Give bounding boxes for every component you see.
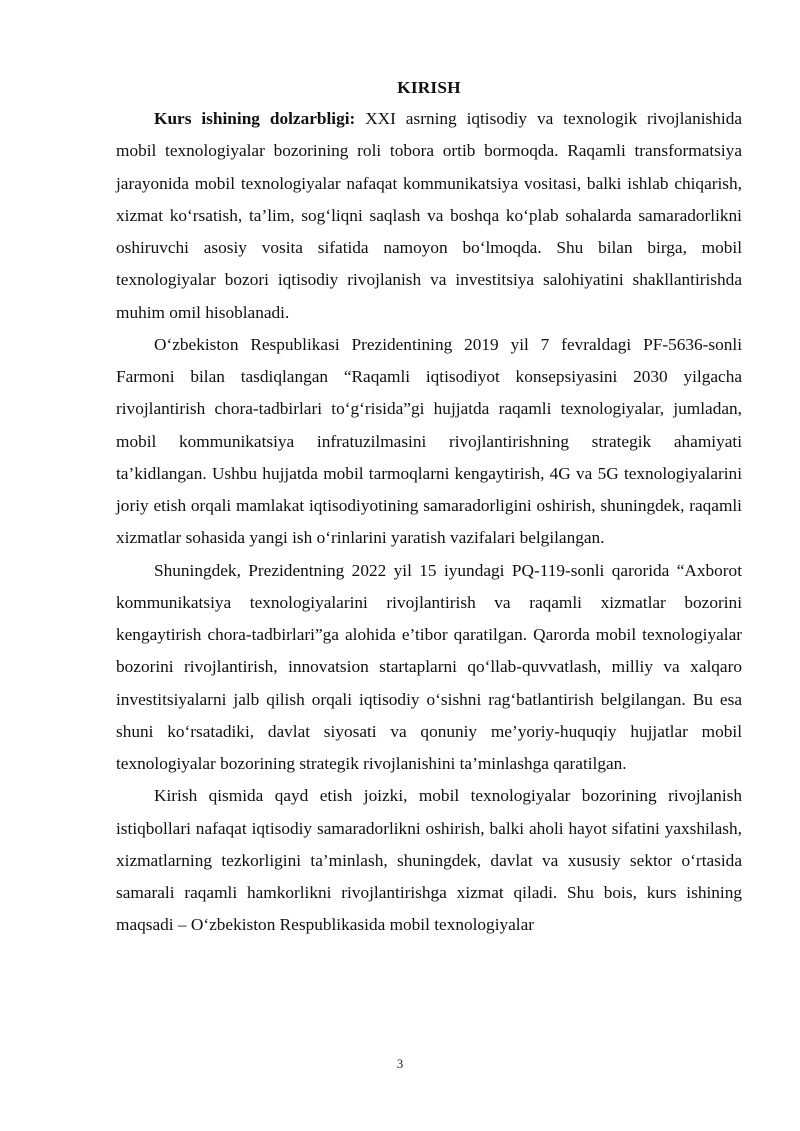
paragraph-text: XXI asrning iqtisodiy va texnologik rivojlanishida mobil texnologiyalar bozorining roli tobora ortib bormoqda. Raqamli transformatsiya jarayonida mobil texnologiyalar nafaqat kommunikatsiya vositasi, balki ishlab chiqarish, xizmat ko‘rsatish, ta’lim, sog‘liqni saqlash va boshqa ko‘plab sohalarda samaradorlikni oshiruvchi asosiy vosita sifatida namoyon bo‘lmoqda. Shu bilan birga, mobil texnologiyalar bozori iqtisodiy rivojlanish va investitsiya salohiyatini shakllantirishda muhim omil hisoblanadi.: [116, 109, 743, 322]
paragraph-lead: Kurs ishining dolzarbligi:: [154, 109, 356, 128]
paragraph-resolution-2022: Shuningdek, Prezidentning 2022 yil 15 iyundagi PQ-119-sonli qarorida “Axborot kommunikatsiya texnologiyalarini rivojlantirish va raqamli xizmatlar bozorini kengaytirish chora-tadbirlari”ga alohida e’tibor qaratilgan. Qarorda mobil texnologiyalar bozorini rivojlantirish, innovatsion startaplarni qo‘llab-quvvatlash, milliy va xalqaro investitsiyalarni jalb qilish orqali iqtisodiy o‘sishni rag‘batlantirish belgilangan. Bu esa shuni ko‘rsatadiki, davlat siyosati va qonuniy me’yoriy-huquqiy hujjatlar mobil texnologiyalar bozorining strategik rivojlanishini ta’minlashga qaratilgan.: [116, 560, 742, 773]
paragraph-decree-2019: O‘zbekiston Respublikasi Prezidentining 2019 yil 7 fevraldagi PF-5636-sonli Farmoni bilan tasdiqlangan “Raqamli iqtisodiyot konsepsiyasini 2030 yilgacha rivojlantirish chora-tadbirlari to‘g‘risida”gi hujjatda raqamli texnologiyalar, jumladan, mobil kommunikatsiya infratuzilmasini rivojlantirishning strategik ahamiyati ta’kidlangan. Ushbu hujjatda mobil tarmoqlarni kengaytirish, 4G va 5G texnologiyalarini joriy etish orqali mamlakat iqtisodiyotining samaradorligini oshirish, shuningdek, raqamli xizmatlar sohasida yangi ish o‘rinlarini yaratish vazifalari belgilangan.: [116, 334, 742, 548]
page-number: 3: [396, 1056, 404, 1071]
paragraph-introduction: Kirish qismida qayd etish joizki, mobil texnologiyalar bozorining rivojlanish istiqbollari nafaqat iqtisodiy samaradorlikni oshirish, balki aholi hayot sifatini yaxshilash, xizmatlarning tezkorligini ta’minlash, shuningdek, davlat va xususiy sektor o‘rtasida samarali raqamli hamkorlikni rivojlantirishga xizmat qiladi. Shu bois, kurs ishining maqsadi – O‘zbekiston Respublikasida mobil texnologiyalar: [116, 786, 742, 935]
page-body: [116, 74, 742, 942]
paragraph-relevance: [116, 103, 742, 329]
page-title: KIRISH: [397, 78, 461, 97]
